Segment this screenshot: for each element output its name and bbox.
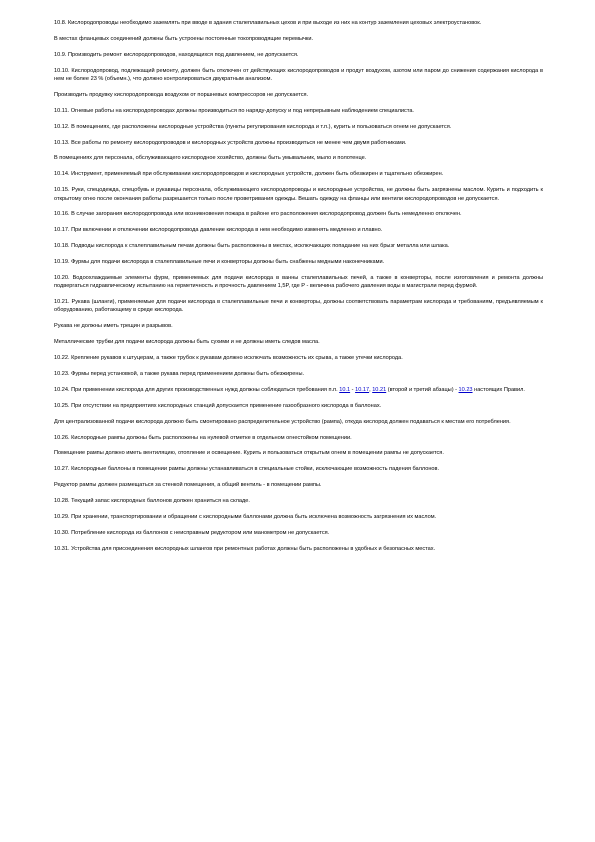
paragraph: Производить продувку кислородопровода воздухом от поршневых компрессоров не допускается.: [54, 91, 309, 98]
paragraph-text: (второй и третий абзацы) -: [386, 386, 459, 393]
paragraph: Для централизованной подачи кислорода должно быть смонтировано распределительное устройство (рампа), откуда кислород должен подаваться к местам его потребления.: [54, 418, 511, 425]
paragraph-10-11: 10.11. Огневые работы на кислородопроводах должны производиться по наряду-допуску и под непрерывным наблюдением специалиста.: [54, 107, 414, 114]
paragraph-10-8: 10.8. Кислородопроводы необходимо заземлять при вводе в здания сталеплавильных цехов и при выходе из них на контур заземления цеховых электроустановок.: [54, 20, 482, 26]
paragraph: Редуктор рампы должен размещаться за стенкой помещения, а общий вентиль - в помещении рампы.: [54, 482, 322, 489]
link-10-21[interactable]: 10.21: [372, 386, 387, 393]
paragraph-10-18: 10.18. Подводы кислорода к сталеплавильным печам должны быть расположены в местах, исключающих попадание на них брызг металла или шлака.: [54, 243, 450, 250]
link-10-17[interactable]: 10.17: [355, 386, 370, 393]
paragraph-10-10: 10.10. Кислородопровод, подлежащий ремонту, должен быть отключен от действующих кислородопроводов и продут воздухом, азотом или паром до снижения содержания кислорода в нем не более 23 % (объемн.), что должно контролироваться двукратным анализом.: [54, 67, 543, 82]
paragraph-10-19: 10.19. Фурмы для подачи кислорода в сталеплавильные печи и конверторы должны быть снабжены медными наконечниками.: [54, 259, 385, 266]
paragraph: В помещениях для персонала, обслуживающего кислородное хозяйство, должны быть умывальник, мыло и полотенце.: [54, 155, 367, 162]
paragraph-10-21: 10.21. Рукава (шланги), применяемые для подачи кислорода в сталеплавильные печи и конверторы, должны соответствовать параметрам кислорода и требованиям, предъявляемым к оборудованию, работающему в среде кислорода.: [54, 299, 543, 314]
paragraph-10-25: 10.25. При отсутствии на предприятиях кислородных станций допускается применение газообразного кислорода в баллонах.: [54, 402, 382, 409]
paragraph-10-20: 10.20. Водоохлаждаемые элементы фурм, применяемых для подачи кислорода в ванны сталеплавильных печей, а также в конверторы, после изготовления и ремонта должны подвергаться гидравлическому испытанию на герметичность и прочность давлением 1,5P, где P - величина рабочего давления воды в магистрали перед фурмой.: [54, 274, 543, 290]
paragraph-10-24: 10.24. При применении кислорода для других производственных нужд должны соблюдаться требования п.п. 10.1 - 10.17, 10.21 (второй и третий абзацы) - 10.23 настоящих Правил.: [54, 386, 525, 393]
paragraph: Помещение рампы должно иметь вентиляцию, отопление и освещение. Курить и пользоваться открытым огнем в помещении рампы не допускается.: [54, 450, 444, 457]
paragraph-10-14: 10.14. Инструмент, применяемый при обслуживании кислородопроводов и кислородных устройств, должен быть обезжирен и тщательно обезжирен.: [54, 171, 444, 178]
paragraph-10-23: 10.23. Фурмы перед установкой, а также рукава перед применением должны быть обезжирены.: [54, 371, 305, 377]
paragraph-text: 10.24. При применении кислорода для других производственных нужд должны соблюдаться требования п.п.: [54, 386, 340, 393]
link-10-23[interactable]: 10.23: [458, 386, 473, 393]
paragraph-10-15: 10.15. Руки, спецодежда, спецобувь и рукавицы персонала, обслуживающего кислородопроводы и кислородные устройства, не должны быть загрязнены маслом. Курить и подходить к открытому огню после окончания работы разрешается только после проветривания одежды. Вешать одежду на фланцы или вентили кислородопроводов не допускается.: [54, 187, 543, 202]
paragraph-10-17: 10.17. При включении и отключении кислородопровода давление кислорода в нем необходимо изменять медленно и плавно.: [54, 227, 383, 234]
paragraph-10-28: 10.28. Текущий запас кислородных баллонов должен храниться на складе.: [54, 498, 250, 505]
link-10-1[interactable]: 10.1: [339, 386, 351, 393]
paragraph-10-9: 10.9. Производить ремонт кислородопроводов, находящихся под давлением, не допускается.: [54, 51, 299, 58]
paragraph: Рукава не должны иметь трещин и разрывов.: [54, 323, 173, 330]
paragraph-10-29: 10.29. При хранении, транспортировании и обращении с кислородными баллонами должна быть исключена возможность загрязнения их маслом.: [54, 514, 437, 521]
paragraph-10-22: 10.22. Крепление рукавов к штуцерам, а также трубок к рукавам должно исключать возможность их срыва, а также утечки кислорода.: [54, 355, 403, 362]
paragraph-10-16: 10.16. В случае загорания кислородопровода или возникновения пожара в районе его расположения кислородопровод должен быть немедленно отключен.: [54, 211, 462, 218]
paragraph-10-31: 10.31. Устройства для присоединения кислородных шлангов при ремонтных работах должны быть расположены в удобных и безопасных местах.: [54, 545, 436, 552]
paragraph-text: настоящих Правил.: [472, 386, 525, 393]
paragraph-10-12: 10.12. В помещениях, где расположены кислородные устройства (пункты регулирования кислорода и т.п.), курить и пользоваться огнем не допускается.: [54, 123, 452, 130]
paragraph: Металлические трубки для подачи кислорода должны быть сухими и не должны иметь следов масла.: [54, 339, 320, 346]
paragraph-10-13: 10.13. Все работы по ремонту кислородопроводов и кислородных устройств должны производиться не менее чем двумя работниками.: [54, 139, 407, 146]
paragraph-10-30: 10.30. Потребление кислорода из баллонов с неисправным редуктором или манометром не допускается.: [54, 529, 330, 536]
paragraph-10-27: 10.27. Кислородные баллоны в помещении рампы должны устанавливаться в специальные стойки, исключающие возможность падения баллонов.: [54, 466, 440, 473]
paragraph: В местах фланцевых соединений должны быть устроены постоянные токопроводящие перемычки.: [54, 35, 314, 42]
paragraph-10-26: 10.26. Кислородные рампы должны быть расположены на нулевой отметке в отдельном огнестойком помещении.: [54, 434, 352, 441]
